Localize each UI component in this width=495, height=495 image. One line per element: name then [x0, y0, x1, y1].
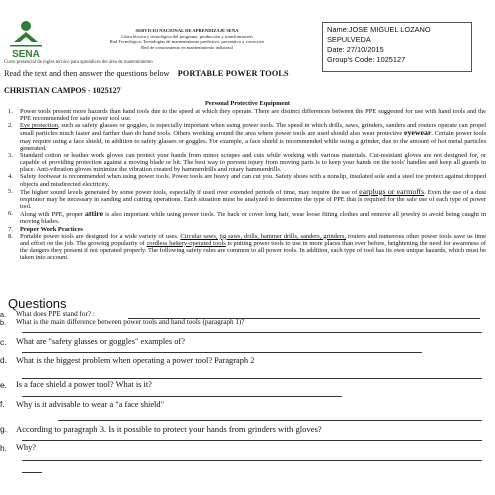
paragraph-item	[8, 173, 486, 187]
question-text: Why is it advisable to wear a "a face shield"	[16, 400, 164, 409]
paragraph-text: routers and numerous other power tools save us time and effort on the job. The growing popularity of	[20, 232, 486, 247]
answer-line[interactable]	[22, 332, 482, 333]
paragraph-item	[8, 188, 486, 210]
underlined-term: Circular saws, jig saws, drills, hammer drills, sanders, grinders,	[180, 232, 347, 240]
underlined-term: cordless battery-operated tools	[146, 239, 226, 247]
paragraph-text: Along with PPE, proper	[20, 211, 86, 219]
info-surname: SEPULVEDA	[327, 35, 371, 44]
answer-line[interactable]	[58, 420, 482, 421]
paragraph-item	[8, 152, 486, 173]
paragraph-text: Portable power tools are designed for a wide variety of uses.	[20, 232, 181, 240]
question-text: Is a face shield a power tool? What is it?	[16, 380, 152, 389]
logo-text: SENA	[12, 49, 40, 60]
institution-line: Red de conocimiento en mantenimiento industrial	[141, 44, 233, 50]
answer-line[interactable]	[22, 440, 482, 441]
institution-header	[52, 28, 322, 50]
paragraph-number: 8.	[8, 232, 13, 240]
paragraph-number: 5.	[8, 187, 13, 195]
paragraph-text: is putting power tools to use in more places than ever before, heightening the need for awareness of the dangers they present if not operated properly. The following safety rules are common to all power tools. In addition, each type of tool has its own unique hazards, which must be taken into account.	[20, 239, 486, 262]
question-text: What is the main difference between power tools and hand tools (paragraph 1)?	[16, 318, 245, 326]
paragraph-item	[8, 233, 486, 262]
paragraph-text: Power tools present more hazards than hand tools due to the speed at which they operate. There are distinct differences between the PPE suggested for use with hand tools and the PPE recommended for safe power tool use.	[20, 108, 486, 123]
paragraph-list	[8, 108, 486, 261]
info-date: Date: 27/10/2015	[327, 45, 384, 54]
questions-heading: Questions	[8, 296, 67, 311]
institution-line: Línea técnica y tecnológica del programa: producción y transformación	[121, 33, 253, 39]
info-group: Group's Code: 1025127	[327, 55, 406, 64]
answer-line[interactable]	[22, 460, 482, 461]
subheading: Proper Work Practices	[20, 225, 83, 233]
paragraph-number: 3.	[8, 151, 13, 159]
student-info-box	[322, 22, 472, 72]
document-title: PORTABLE POWER TOOLS	[177, 69, 289, 78]
paragraph-text: . Even the use of a dust respirator may be necessary in sanding and cutting operations. Each situation must be analyzed to determine the type of PPE that is required for the safe use of each type of power tool.	[20, 188, 486, 211]
question-letter: c.	[0, 337, 7, 347]
paragraph-number: 6.	[8, 210, 13, 218]
underlined-term: earplugs or earmuffs	[359, 186, 425, 196]
question-text: Why?	[16, 443, 36, 452]
course-description: Curso presencial de inglés técnico para aprendices del área de mantenimiento	[4, 60, 153, 65]
paragraph-item	[8, 122, 486, 152]
paragraph-text: Standard cotton or leather work gloves can protect your hands from minor scrapes and cuts while working with various materials. Cut-resistant gloves are not designed for, or capable of providing protection against a moving blade or bit. The best way to prevent injury from moving parts is to keep your hands on the tools' handles and keep all guards in place. Anti-vibration gloves minimize the vibration created by hammerdrills and rotary hammerdrills.	[20, 151, 486, 174]
paragraph-text: The higher sound levels generated by some power tools, especially if used over extended periods of time, may require the use of	[20, 188, 360, 196]
question-letter: f.	[0, 399, 5, 409]
paragraph-item	[8, 108, 486, 122]
paragraph-text: , such as safety glasses or goggles, is especially important when using power tools. The speed in which drills, saws, grinders, sanders and routers operate can propel small particles much faster and farther than do hand tools. Others working around the area where power tools are used should also wear protective	[20, 122, 487, 138]
paragraph-number: 2.	[8, 122, 13, 130]
paragraph-number: 4.	[8, 173, 13, 181]
paragraph-item	[8, 210, 486, 225]
section-title: Personal Protective Equipment	[204, 100, 291, 107]
document-header	[0, 8, 495, 66]
question-text: According to paragraph 3. Is it possible to protect your hands from grinders with gloves?	[16, 424, 322, 434]
question-text: What does PPE stand for? :	[16, 310, 95, 318]
instructions-text: Read the text and then answer the questions below	[4, 69, 170, 78]
paragraph-number: 7.	[8, 225, 13, 233]
paragraph-number: 1.	[8, 108, 13, 115]
answer-line[interactable]	[22, 378, 482, 379]
question-text: What are "safety glasses or goggles" examples of?	[16, 337, 185, 346]
question-letter: d.	[0, 355, 7, 365]
paragraph-text: Safety footwear is recommended when using power tools. Power tools are heavy and can cut you. Safety shoes with a nonslip, insulated sole and a steel toe protect against dropped objects and misdirected electricity.	[20, 173, 486, 188]
question-text: What is the biggest problem when operating a power tool? Paragraph 2	[16, 356, 255, 365]
answer-line[interactable]	[22, 472, 42, 473]
instructions	[4, 69, 484, 79]
answer-line[interactable]	[22, 352, 422, 353]
answer-line[interactable]	[22, 396, 342, 397]
sena-logo-icon	[4, 16, 48, 60]
paragraph-item	[8, 226, 486, 233]
underlined-term: Eye protection	[20, 122, 58, 130]
question-letter: a.	[0, 310, 6, 319]
student-name: CHRISTIAN CAMPOS - 1025127	[4, 86, 121, 95]
paragraph-text: . Certain power tools may require using a face shield, in addition to safety glasses or goggles. For example, a face shield is recommended while using a grinder, due to the amount of hot metal particles generated.	[20, 130, 487, 152]
info-name: Name:JOSE MIGUEL LOZANO	[327, 25, 431, 34]
question-letter: g.	[0, 424, 8, 434]
bold-term: attire	[85, 209, 104, 219]
question-letter: b.	[0, 318, 6, 327]
bold-term: eyewear	[404, 128, 432, 138]
sena-logo	[4, 16, 48, 60]
question-letter: e.	[0, 380, 7, 390]
question-letter: h.	[0, 443, 7, 453]
paragraph-text: is also important while using power tools. Tie back or cover long hair, wear loose fitting clothes and remove all jewelry to avoid being caught in moving blades.	[20, 211, 486, 226]
institution-name: SERVICIO NACIONAL DE APRENDIZAJE SENA	[135, 28, 239, 33]
institution-line: Red Tecnológica: Tecnologías de mantenimiento predictivo, preventivo y correctivo	[109, 39, 265, 45]
